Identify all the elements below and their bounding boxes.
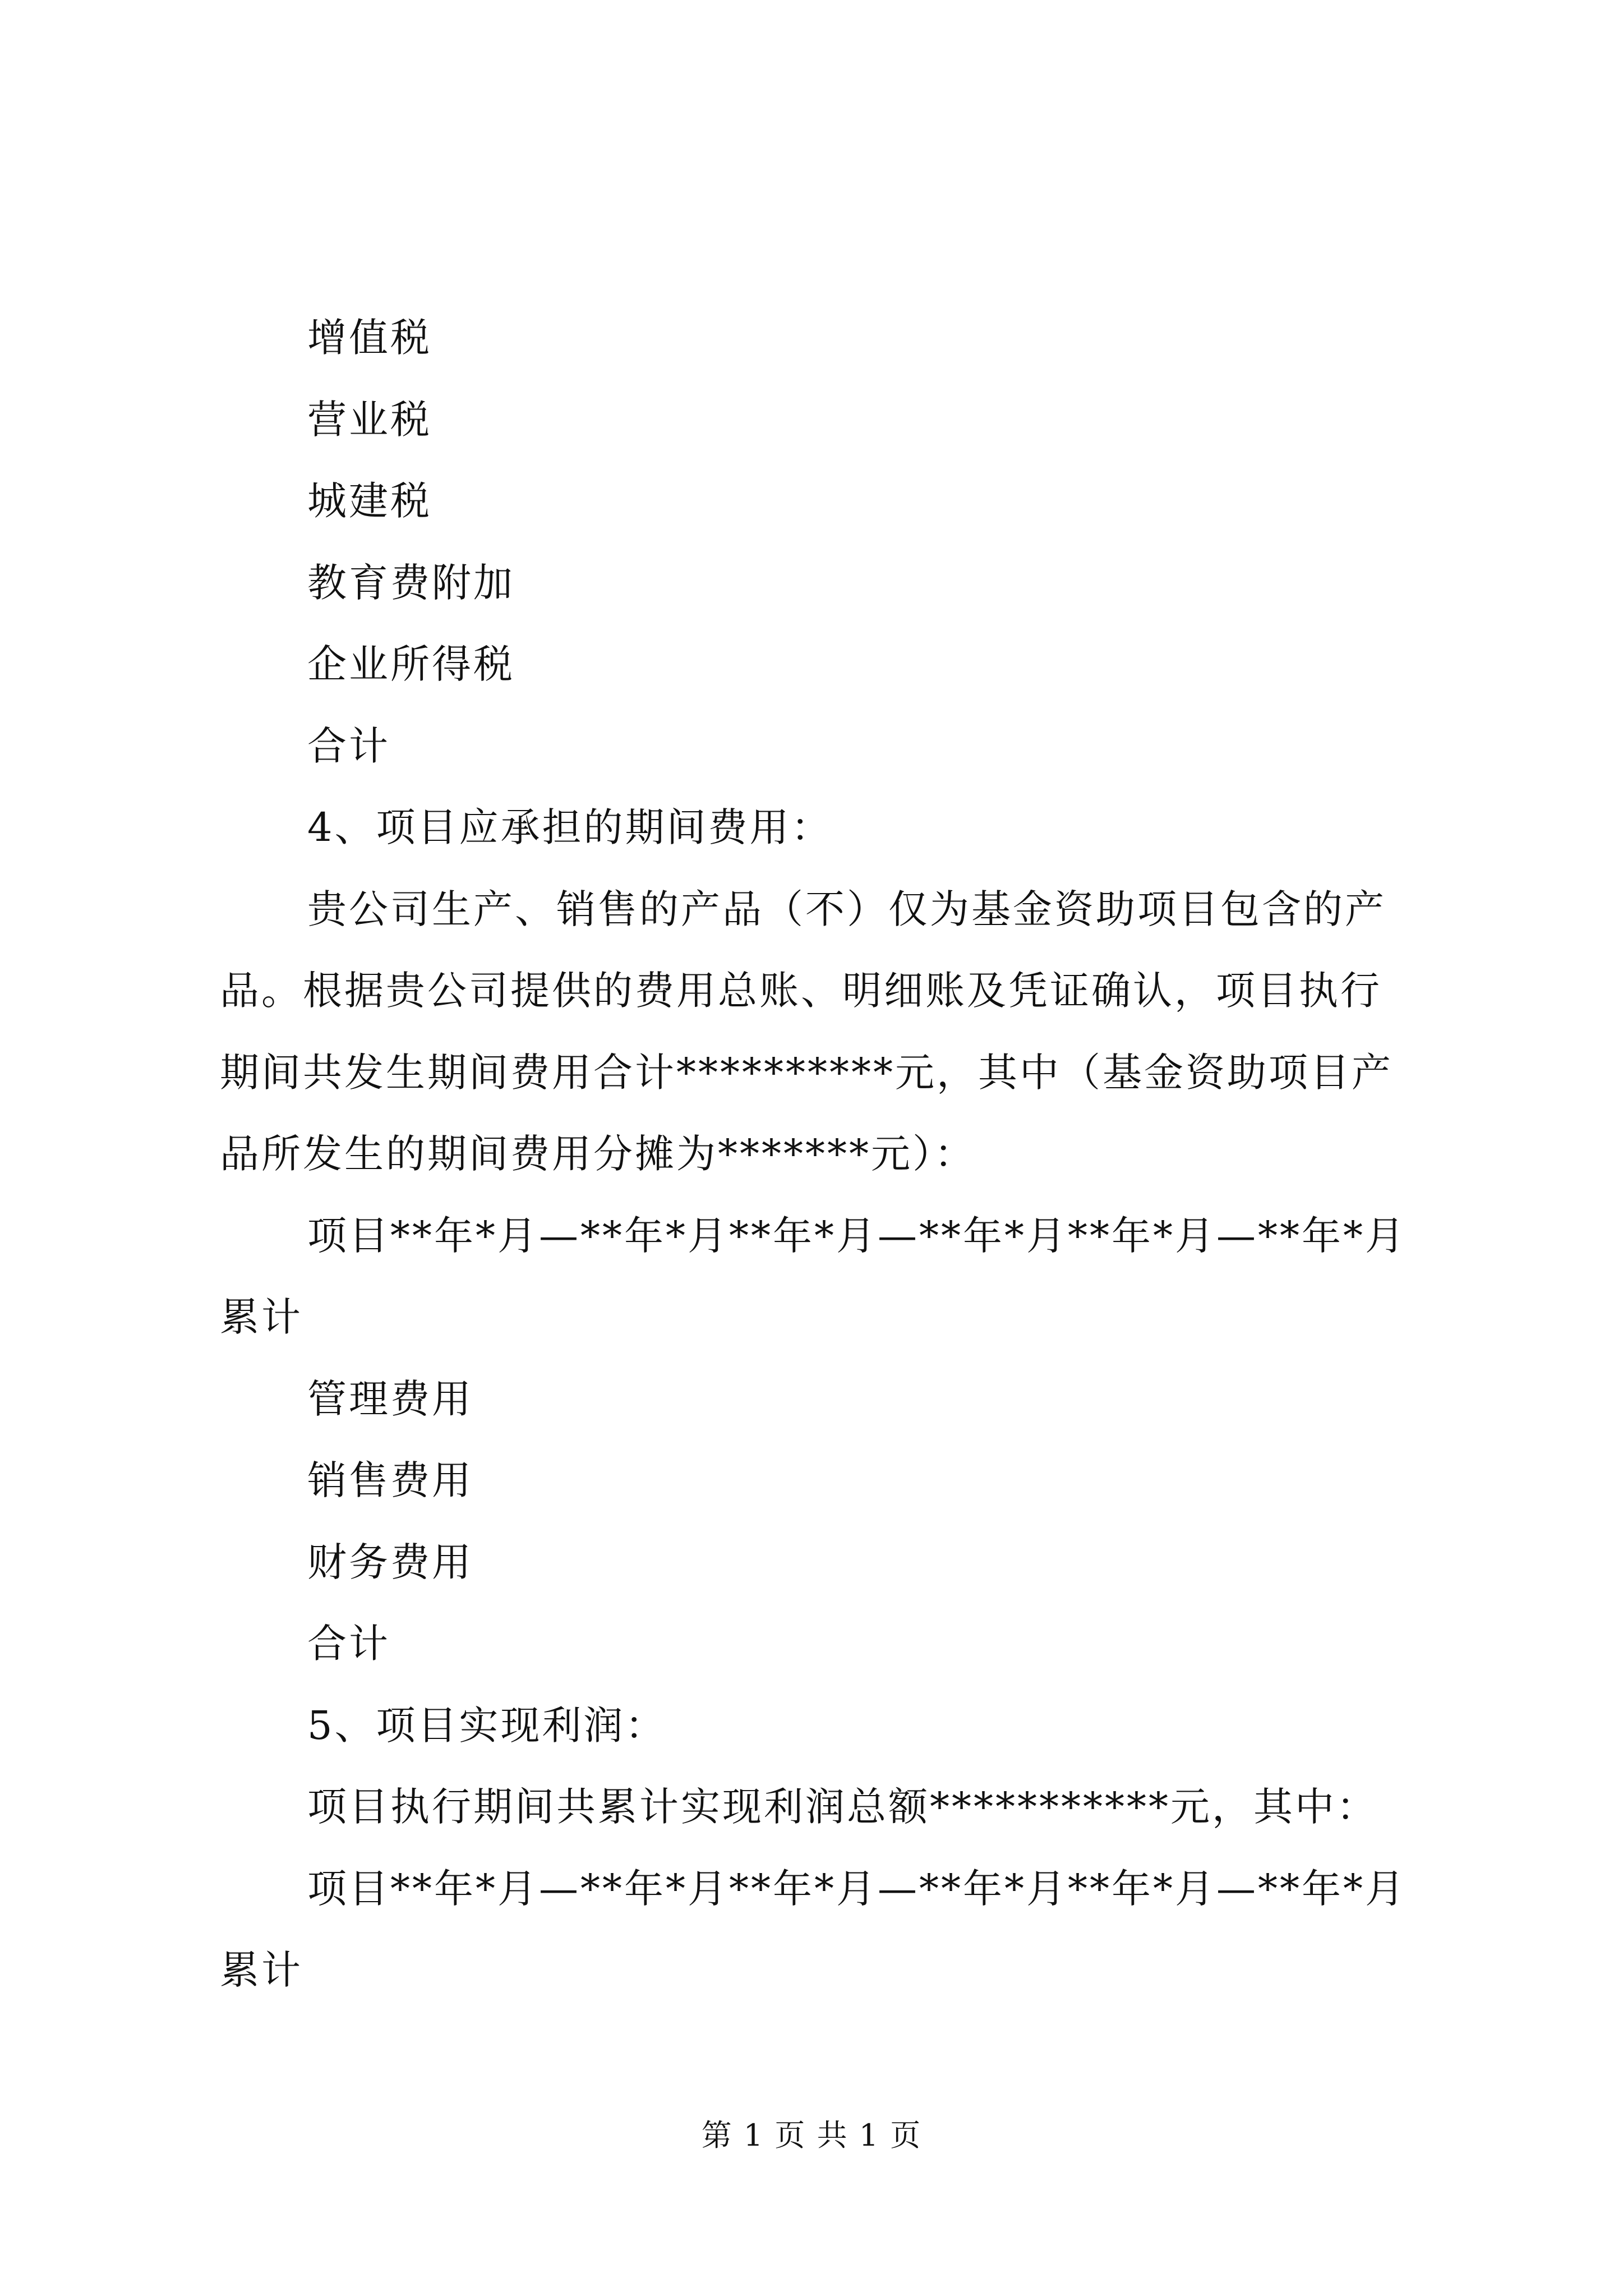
text-line-corporate-income-tax: 企业所得税: [307, 641, 515, 687]
text-line-vat: 增值税: [307, 315, 432, 361]
table-header-cumulative-1: 累计: [220, 1294, 303, 1340]
page-footer: 第 1 页 共 1 页: [701, 2118, 922, 2153]
text-line-total-2: 合计: [307, 1621, 390, 1667]
paragraph-line-1: 贵公司生产、销售的产品（不）仅为基金资助项目包含的产: [307, 886, 1386, 932]
text-line-business-tax: 营业税: [307, 397, 432, 443]
section-heading-5: 5、项目实现利润：: [307, 1703, 667, 1749]
text-line-sales-expense: 销售费用: [307, 1457, 473, 1503]
text-line-management-expense: 管理费用: [307, 1376, 473, 1422]
text-line-urban-construction-tax: 城建税: [307, 478, 432, 524]
text-line-education-surcharge: 教育费附加: [307, 560, 515, 606]
table-header-cumulative-2: 累计: [220, 1947, 303, 1993]
paragraph-line-4: 品所发生的期间费用分摊为*******元）：: [220, 1131, 976, 1177]
table-header-periods-2: 项目**年*月—**年*月**年*月—**年*月**年*月—**年*月: [307, 1866, 1407, 1912]
paragraph-profit: 项目执行期间共累计实现利润总额***********元，其中：: [307, 1784, 1378, 1830]
paragraph-line-2: 品。根据贵公司提供的费用总账、明细账及凭证确认，项目执行: [220, 968, 1382, 1014]
text-line-financial-expense: 财务费用: [307, 1539, 473, 1585]
table-header-periods-1: 项目**年*月—**年*月**年*月—**年*月**年*月—**年*月: [307, 1213, 1407, 1259]
section-heading-4: 4、项目应承担的期间费用：: [307, 804, 833, 850]
paragraph-line-3: 期间共发生期间费用合计**********元，其中（基金资助项目产: [220, 1050, 1393, 1096]
text-line-total-1: 合计: [307, 723, 390, 769]
